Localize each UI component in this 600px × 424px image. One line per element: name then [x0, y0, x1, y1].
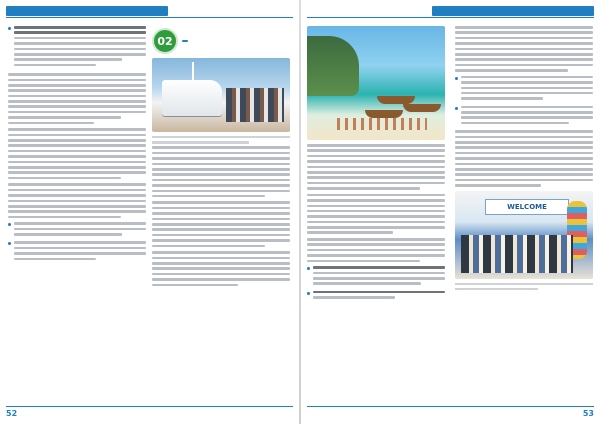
body-paragraph — [455, 130, 593, 187]
section-tag — [182, 40, 188, 42]
body-bullet — [8, 222, 146, 238]
body-paragraph — [455, 26, 593, 72]
bullet-icon — [8, 223, 11, 226]
section-badge — [152, 28, 290, 54]
body-paragraph — [307, 194, 445, 234]
body-paragraph — [152, 251, 290, 286]
body-paragraph — [307, 144, 445, 190]
bullet-icon — [8, 242, 11, 245]
right-page — [301, 0, 600, 424]
welcome-banner: WELCOME — [485, 199, 569, 215]
body-paragraph — [152, 201, 290, 247]
bullet-icon — [307, 267, 310, 270]
page-number: 52 — [6, 409, 18, 418]
header-rule — [307, 17, 594, 18]
right-column-1 — [307, 26, 445, 305]
body-paragraph — [307, 238, 445, 262]
footer-right — [301, 408, 600, 418]
left-column-2 — [152, 26, 290, 290]
running-header-right — [432, 6, 594, 16]
section-number-icon: 02 — [152, 28, 178, 54]
bullet-icon — [455, 77, 458, 80]
bullet-icon — [8, 27, 11, 30]
right-column-2 — [455, 26, 593, 293]
body-bullet — [455, 106, 593, 128]
left-column-1 — [8, 26, 146, 266]
body-paragraph — [152, 146, 290, 197]
marina-photo — [152, 58, 290, 132]
body-bullet — [8, 241, 146, 263]
page-number: 53 — [582, 409, 594, 418]
body-bullet — [307, 291, 445, 302]
left-page — [0, 0, 299, 424]
body-bullet — [307, 266, 445, 288]
body-bullet — [455, 76, 593, 103]
running-header-left — [6, 6, 168, 16]
ceremony-photo — [455, 191, 593, 279]
body-paragraph — [8, 73, 146, 124]
lead-bullet — [8, 26, 146, 69]
bullet-icon — [307, 292, 310, 295]
footer-left — [0, 408, 299, 418]
bullet-icon — [455, 107, 458, 110]
body-paragraph — [8, 183, 146, 218]
header-rule — [6, 17, 293, 18]
body-paragraph — [8, 128, 146, 179]
beach-photo — [307, 26, 445, 140]
